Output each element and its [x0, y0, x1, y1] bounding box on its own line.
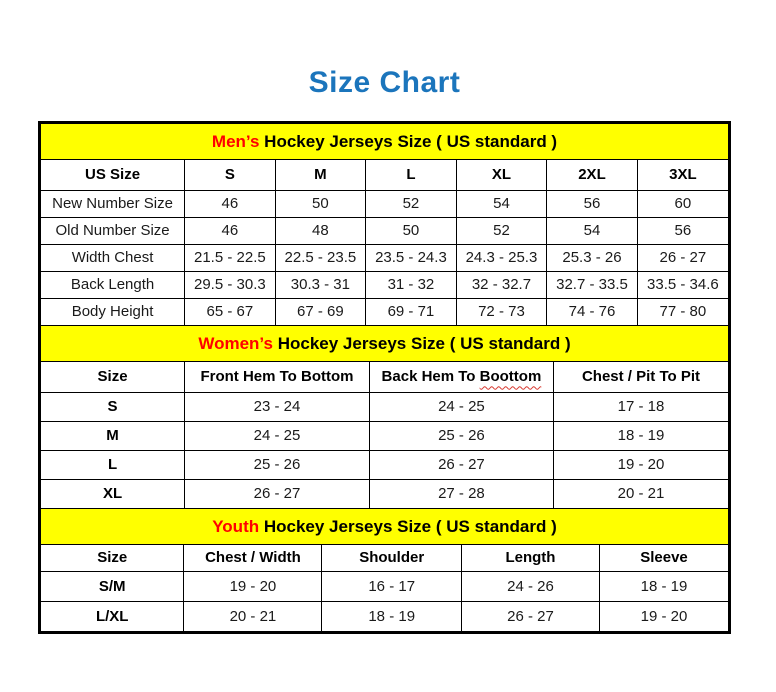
value-cell: 77 - 80 — [637, 298, 728, 325]
value-cell: 29.5 - 30.3 — [185, 271, 276, 298]
row-label: Width Chest — [41, 244, 185, 271]
value-cell: 56 — [637, 217, 728, 244]
section-header-mens — [41, 124, 728, 160]
value-cell: 26 - 27 — [185, 479, 370, 508]
value-cell: 67 - 69 — [275, 298, 366, 325]
value-cell: 65 - 67 — [185, 298, 276, 325]
value-cell: 54 — [547, 217, 638, 244]
column-header: Shoulder — [322, 545, 461, 571]
value-cell: 26 - 27 — [461, 601, 599, 631]
value-cell: 52 — [366, 190, 457, 217]
section-header-text — [212, 517, 557, 537]
row-label: M — [41, 421, 185, 450]
row-label: L/XL — [41, 601, 184, 631]
table-row — [41, 190, 728, 217]
table-row — [41, 479, 728, 508]
value-cell: 31 - 32 — [366, 271, 457, 298]
section-rest-youth: Hockey Jerseys Size ( US standard ) — [259, 516, 557, 536]
misspelled-word: Boottom — [479, 368, 542, 386]
section-header-youth — [41, 508, 728, 545]
row-label: S — [41, 392, 185, 421]
column-header-row — [41, 160, 728, 190]
section-header-text — [212, 132, 557, 152]
column-header: Chest / Pit To Pit — [553, 362, 728, 392]
table-row — [41, 217, 728, 244]
column-header: M — [275, 160, 366, 190]
value-cell: 16 - 17 — [322, 571, 461, 601]
value-cell: 23.5 - 24.3 — [366, 244, 457, 271]
value-cell: 23 - 24 — [185, 392, 370, 421]
column-header: L — [366, 160, 457, 190]
value-cell: 50 — [275, 190, 366, 217]
column-header-row — [41, 545, 728, 571]
value-cell: 24 - 25 — [369, 392, 553, 421]
value-cell: 18 - 19 — [600, 571, 729, 601]
value-cell: 27 - 28 — [369, 479, 553, 508]
row-label: L — [41, 450, 185, 479]
value-cell: 46 — [185, 190, 276, 217]
value-cell: 54 — [456, 190, 547, 217]
column-header: 2XL — [547, 160, 638, 190]
column-header — [369, 362, 553, 392]
table-row — [41, 392, 728, 421]
value-cell: 20 - 21 — [553, 479, 728, 508]
value-cell: 46 — [185, 217, 276, 244]
value-cell: 74 - 76 — [547, 298, 638, 325]
column-header: Chest / Width — [184, 545, 322, 571]
value-cell: 19 - 20 — [600, 601, 729, 631]
value-cell: 19 - 20 — [184, 571, 322, 601]
value-cell: 30.3 - 31 — [275, 271, 366, 298]
section-rest-womens: Hockey Jerseys Size ( US standard ) — [272, 333, 571, 353]
value-cell: 26 - 27 — [637, 244, 728, 271]
row-label: XL — [41, 479, 185, 508]
column-header: Front Hem To Bottom — [185, 362, 370, 392]
value-cell: 19 - 20 — [553, 450, 728, 479]
row-label: S/M — [41, 571, 184, 601]
value-cell: 17 - 18 — [553, 392, 728, 421]
value-cell: 50 — [366, 217, 457, 244]
value-cell: 22.5 - 23.5 — [275, 244, 366, 271]
value-cell: 20 - 21 — [184, 601, 322, 631]
mens-size-table — [41, 160, 728, 325]
section-highlight-youth: Youth — [212, 516, 260, 536]
value-cell: 52 — [456, 217, 547, 244]
row-label: Back Length — [41, 271, 185, 298]
column-header: US Size — [41, 160, 185, 190]
value-cell: 72 - 73 — [456, 298, 547, 325]
value-cell: 24 - 25 — [185, 421, 370, 450]
table-row — [41, 450, 728, 479]
section-rest-mens: Hockey Jerseys Size ( US standard ) — [259, 131, 558, 151]
section-highlight-mens: Men’s — [211, 131, 260, 151]
value-cell: 33.5 - 34.6 — [637, 271, 728, 298]
value-cell: 32.7 - 33.5 — [547, 271, 638, 298]
column-header: XL — [456, 160, 547, 190]
table-row — [41, 601, 728, 631]
value-cell: 69 - 71 — [366, 298, 457, 325]
column-header: 3XL — [637, 160, 728, 190]
value-cell: 56 — [547, 190, 638, 217]
table-row — [41, 271, 728, 298]
section-header-text — [198, 334, 570, 354]
page-title: Size Chart — [308, 66, 461, 99]
table-row — [41, 421, 728, 450]
value-cell: 18 - 19 — [322, 601, 461, 631]
column-header: Sleeve — [600, 545, 729, 571]
value-cell: 32 - 32.7 — [456, 271, 547, 298]
youth-size-table — [41, 545, 728, 631]
value-cell: 48 — [275, 217, 366, 244]
value-cell: 25.3 - 26 — [547, 244, 638, 271]
value-cell: 24 - 26 — [461, 571, 599, 601]
column-header: Size — [41, 545, 184, 571]
row-label: New Number Size — [41, 190, 185, 217]
womens-size-table — [41, 362, 728, 508]
value-cell: 25 - 26 — [185, 450, 370, 479]
row-label: Old Number Size — [41, 217, 185, 244]
column-header: Size — [41, 362, 185, 392]
value-cell: 21.5 - 22.5 — [185, 244, 276, 271]
column-header: Length — [461, 545, 599, 571]
section-header-womens — [41, 325, 728, 362]
value-cell: 24.3 - 25.3 — [456, 244, 547, 271]
size-chart — [38, 121, 731, 634]
value-cell: 60 — [637, 190, 728, 217]
section-highlight-womens: Women’s — [198, 333, 273, 353]
table-row — [41, 298, 728, 325]
value-cell: 26 - 27 — [369, 450, 553, 479]
table-row — [41, 571, 728, 601]
value-cell: 25 - 26 — [369, 421, 553, 450]
column-header-row — [41, 362, 728, 392]
column-header: S — [185, 160, 276, 190]
row-label: Body Height — [41, 298, 185, 325]
value-cell: 18 - 19 — [553, 421, 728, 450]
table-row — [41, 244, 728, 271]
column-header-text: Back Hem To — [381, 368, 480, 386]
